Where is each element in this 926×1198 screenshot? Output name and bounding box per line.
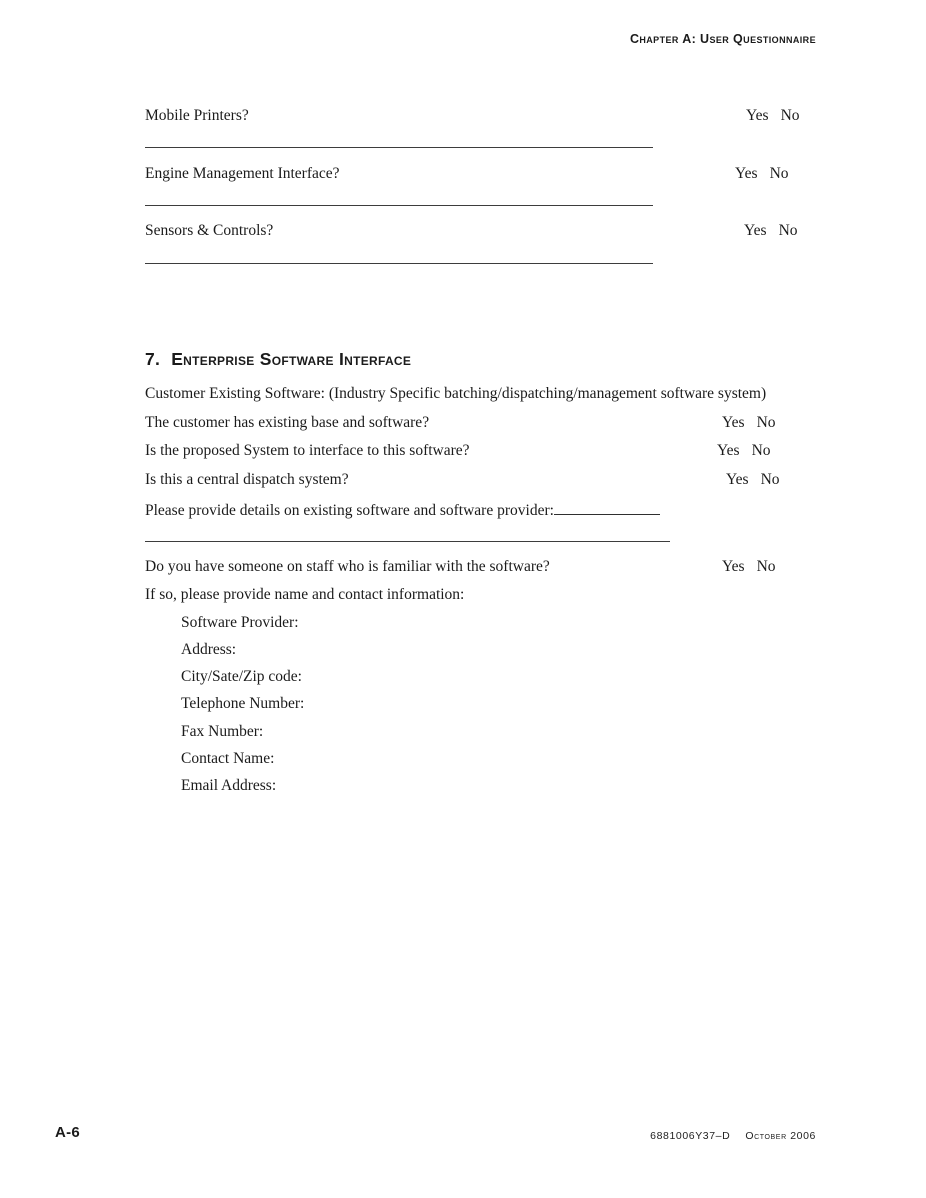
answer-line[interactable] xyxy=(145,205,653,206)
yesno-staff-familiar xyxy=(722,557,776,576)
no-option[interactable]: No xyxy=(756,414,776,431)
answer-line[interactable] xyxy=(145,263,653,264)
question-central-dispatch: Is this a central dispatch system? xyxy=(145,471,349,488)
yes-option[interactable]: Yes xyxy=(722,558,745,575)
details-prompt xyxy=(145,499,660,520)
yes-option[interactable]: Yes xyxy=(717,442,740,459)
question-staff-familiar: Do you have someone on staff who is familiar with the software? xyxy=(145,558,550,575)
contact-intro: If so, please provide name and contact information: xyxy=(145,586,465,603)
section-intro: Customer Existing Software: (Industry Specific batching/dispatching/management software system) xyxy=(145,385,767,402)
field-software-provider: Software Provider: xyxy=(181,614,299,631)
yesno-existing-base-software xyxy=(722,413,776,432)
section-title: Enterprise Software Interface xyxy=(171,349,412,369)
footer-info xyxy=(650,1130,816,1142)
no-option[interactable]: No xyxy=(780,107,800,124)
yes-option[interactable]: Yes xyxy=(746,107,769,124)
answer-line[interactable] xyxy=(145,147,653,148)
no-option[interactable]: No xyxy=(760,471,780,488)
details-blank-line[interactable] xyxy=(554,499,660,515)
section-number: 7. xyxy=(145,349,161,369)
no-option[interactable]: No xyxy=(778,222,798,239)
no-option[interactable]: No xyxy=(756,558,776,575)
field-contact-name: Contact Name: xyxy=(181,750,275,767)
yesno-sensors-controls xyxy=(744,221,798,240)
field-email-address: Email Address: xyxy=(181,777,277,794)
yes-option[interactable]: Yes xyxy=(722,414,745,431)
document-date: October 2006 xyxy=(745,1130,816,1142)
field-city-state-zip: City/Sate/Zip code: xyxy=(181,668,302,685)
yesno-mobile-printers xyxy=(746,106,800,125)
question-interface-software: Is the proposed System to interface to this software? xyxy=(145,442,470,459)
details-prompt-label: Please provide details on existing software and software provider: xyxy=(145,502,554,519)
yes-option[interactable]: Yes xyxy=(726,471,749,488)
field-telephone-number: Telephone Number: xyxy=(181,695,305,712)
section-heading xyxy=(145,349,411,370)
field-fax-number: Fax Number: xyxy=(181,723,264,740)
yesno-central-dispatch xyxy=(726,470,780,489)
field-address: Address: xyxy=(181,641,237,658)
page-number: A-6 xyxy=(55,1124,81,1141)
question-existing-base-software: The customer has existing base and software? xyxy=(145,414,430,431)
document-number: 6881006Y37–D xyxy=(650,1130,731,1142)
details-answer-line[interactable] xyxy=(145,541,670,542)
question-mobile-printers: Mobile Printers? xyxy=(145,107,249,124)
yes-option[interactable]: Yes xyxy=(744,222,767,239)
yesno-interface-software xyxy=(717,441,771,460)
yes-option[interactable]: Yes xyxy=(735,165,758,182)
no-option[interactable]: No xyxy=(751,442,771,459)
no-option[interactable]: No xyxy=(769,165,789,182)
question-engine-management: Engine Management Interface? xyxy=(145,165,340,182)
question-sensors-controls: Sensors & Controls? xyxy=(145,222,274,239)
page-header: Chapter A: User Questionnaire xyxy=(629,32,816,46)
yesno-engine-management xyxy=(735,164,789,183)
